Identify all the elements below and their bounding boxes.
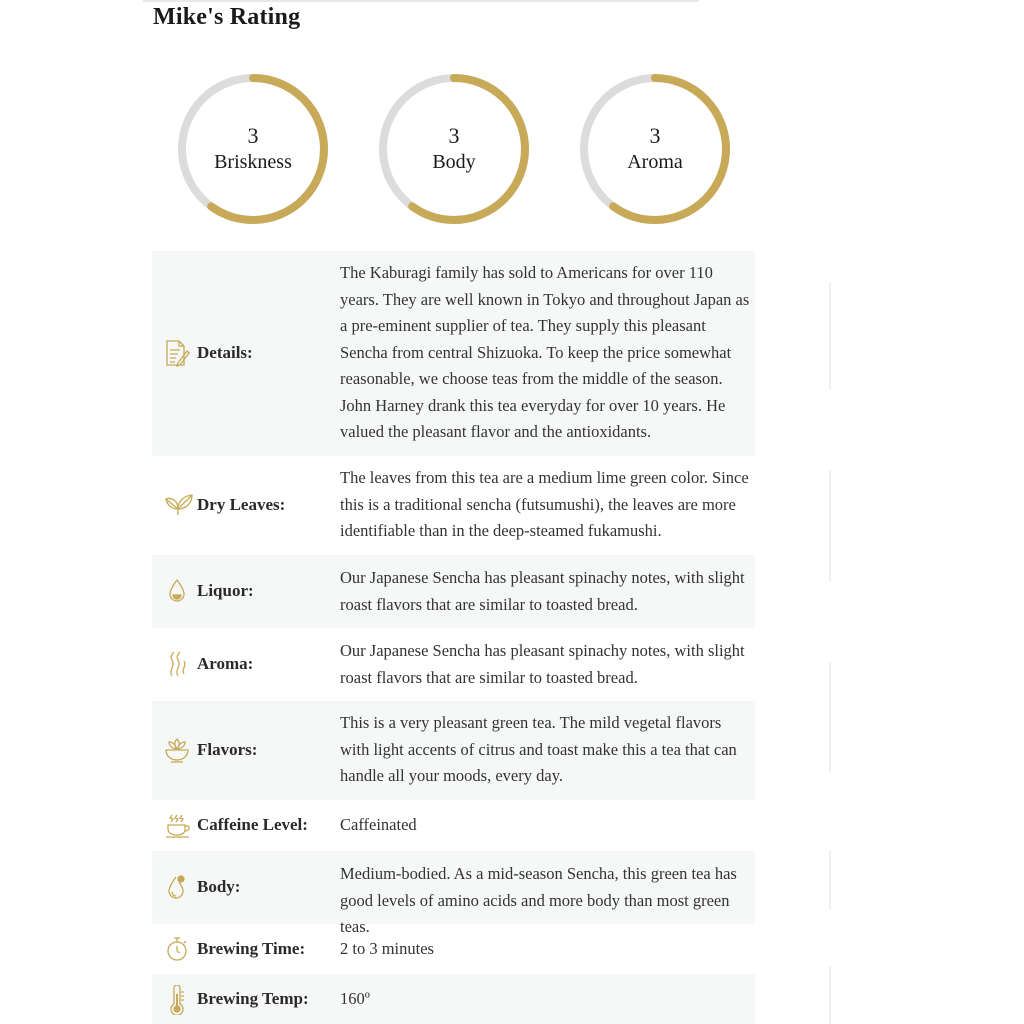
gauge-value: 3 — [448, 123, 460, 148]
detail-row-liquor — [152, 555, 755, 628]
gauge-aroma — [575, 69, 735, 229]
droplet-icon — [164, 577, 190, 605]
gauge-value: 3 — [247, 123, 259, 148]
steaming-cup-icon — [164, 812, 192, 840]
section-title: Mike's Rating — [153, 4, 301, 30]
body-drop-icon — [164, 874, 190, 902]
detail-row-brewing-time — [152, 924, 755, 974]
gauge-label: Body — [432, 151, 476, 173]
leaves-icon — [164, 491, 194, 519]
row-label: Caffeine Level: — [197, 815, 308, 834]
row-text: This is a very pleasant green tea. The mild vegetal flavors with light accents of citrus and toast make this a tea that can handle all your moods, every day. — [340, 713, 737, 785]
row-label: Details: — [197, 343, 253, 362]
edge-line — [829, 470, 831, 582]
row-text: 2 to 3 minutes — [340, 939, 434, 958]
bowl-leaves-icon — [164, 736, 190, 764]
detail-row-details — [152, 251, 755, 456]
detail-row-body — [152, 851, 755, 936]
row-text: Caffeinated — [340, 815, 417, 834]
row-label: Dry Leaves: — [197, 495, 286, 514]
edge-line — [829, 850, 831, 910]
detail-row-brewing-temp — [152, 974, 755, 1024]
row-text: 160º — [340, 989, 370, 1008]
thermometer-icon — [164, 985, 190, 1013]
row-text: The Kaburagi family has sold to Americans for over 110 years. They are well known in Tokyo and throughout Japan as a pre-eminent supplier of tea. They supply this pleasant Sencha from central Shizuoka. To keep the price somewhat reasonable, we choose teas from the middle of the season. John Harney drank this tea everyday for over 10 years. He valued the pleasant flavor and the antioxidants. — [340, 263, 750, 441]
detail-row-flavors — [152, 701, 755, 800]
row-text: Our Japanese Sencha has pleasant spinachy notes, with slight roast flavors that are similar to toasted bread. — [340, 568, 745, 614]
aroma-waves-icon — [164, 650, 190, 678]
document-pencil-icon — [164, 339, 190, 367]
edge-line — [829, 966, 831, 1024]
gauge-briskness — [173, 69, 333, 229]
detail-row-dry-leaves — [152, 456, 755, 555]
detail-row-aroma — [152, 628, 755, 701]
edge-line — [829, 662, 831, 772]
row-label: Flavors: — [197, 740, 258, 759]
row-label: Brewing Time: — [197, 939, 306, 958]
row-text: The leaves from this tea are a medium lime green color. Since this is a traditional sencha (futsumushi), the leaves are more identifiable than in the deep-steamed fukamushi. — [340, 468, 749, 540]
gauge-label: Aroma — [627, 151, 683, 173]
stopwatch-icon — [164, 935, 190, 963]
row-label: Liquor: — [197, 581, 254, 600]
row-label: Body: — [197, 877, 241, 896]
gauge-value: 3 — [649, 123, 661, 148]
gauge-label: Briskness — [214, 151, 292, 173]
top-divider — [143, 0, 699, 2]
row-text: Our Japanese Sencha has pleasant spinachy notes, with slight roast flavors that are similar to toasted bread. — [340, 641, 745, 687]
row-label: Aroma: — [197, 654, 254, 673]
edge-line — [829, 282, 831, 390]
row-label: Brewing Temp: — [197, 989, 309, 1008]
row-text: Medium-bodied. As a mid-season Sencha, this green tea has good levels of amino acids and more body than most green teas. — [340, 864, 737, 936]
gauge-body — [374, 69, 534, 229]
detail-row-caffeine-level — [152, 800, 755, 851]
